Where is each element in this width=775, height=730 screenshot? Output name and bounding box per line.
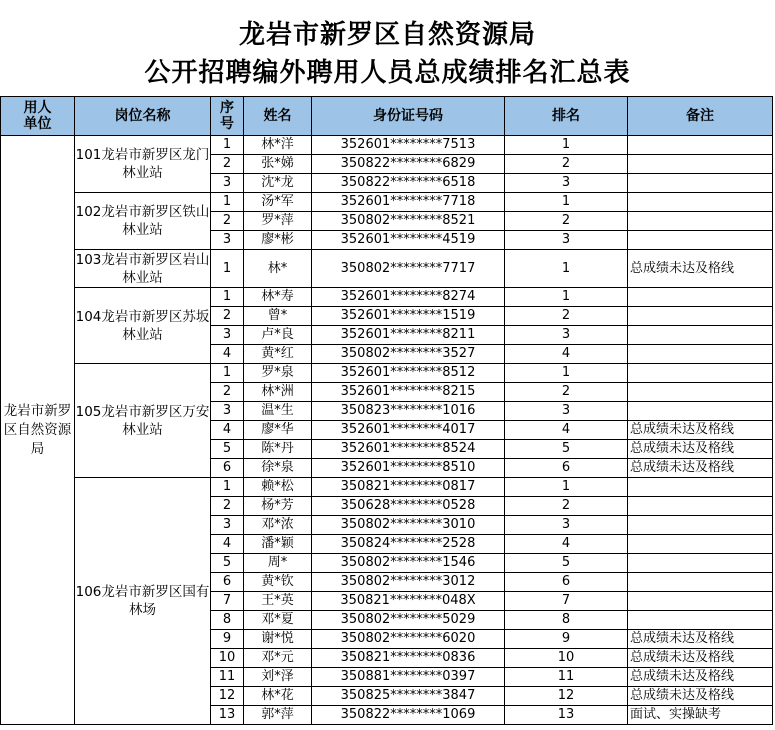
seq-cell: 4 bbox=[211, 535, 244, 554]
rank-cell: 2 bbox=[505, 497, 628, 516]
position-cell: 105龙岩市新罗区万安林业站 bbox=[75, 364, 211, 478]
id-cell: 352601********8512 bbox=[312, 364, 505, 383]
seq-cell: 2 bbox=[211, 307, 244, 326]
position-cell: 103龙岩市新罗区岩山林业站 bbox=[75, 251, 210, 286]
seq-cell: 4 bbox=[211, 345, 244, 364]
header-id: 身份证号码 bbox=[312, 97, 505, 136]
rank-cell: 2 bbox=[505, 155, 628, 174]
seq-cell: 7 bbox=[211, 592, 244, 611]
name-cell: 张*娣 bbox=[244, 155, 312, 174]
note-cell bbox=[628, 136, 773, 155]
name-cell: 沈*龙 bbox=[244, 174, 312, 193]
id-cell: 350802********6020 bbox=[312, 630, 505, 649]
seq-cell: 12 bbox=[211, 687, 244, 706]
name-cell: 郭*萍 bbox=[244, 706, 312, 725]
name-cell: 林* bbox=[244, 250, 312, 288]
note-cell bbox=[628, 155, 773, 174]
note-cell: 面试、实操缺考 bbox=[628, 706, 773, 725]
id-cell: 350822********1069 bbox=[312, 706, 505, 725]
header-rank: 排名 bbox=[505, 97, 628, 136]
table-row bbox=[1, 193, 773, 212]
name-cell: 黄*红 bbox=[244, 345, 312, 364]
table-row bbox=[1, 250, 773, 288]
rank-cell: 1 bbox=[505, 478, 628, 497]
id-cell: 352601********1519 bbox=[312, 307, 505, 326]
seq-cell: 9 bbox=[211, 630, 244, 649]
position-cell: 102龙岩市新罗区铁山林业站 bbox=[75, 193, 211, 250]
id-cell: 350881********0397 bbox=[312, 668, 505, 687]
name-cell: 邓*浓 bbox=[244, 516, 312, 535]
note-cell bbox=[628, 231, 773, 250]
name-cell: 汤*军 bbox=[244, 193, 312, 212]
table-row bbox=[1, 478, 773, 497]
note-cell bbox=[628, 326, 773, 345]
name-cell: 邓*元 bbox=[244, 649, 312, 668]
seq-cell: 1 bbox=[211, 193, 244, 212]
name-cell: 陈*丹 bbox=[244, 440, 312, 459]
note-cell: 总成绩未达及格线 bbox=[628, 649, 773, 668]
seq-cell: 10 bbox=[211, 649, 244, 668]
id-cell: 350802********5029 bbox=[312, 611, 505, 630]
employer-cell: 龙岩市新罗区自然资源局 bbox=[1, 136, 75, 725]
id-cell: 350802********1546 bbox=[312, 554, 505, 573]
rank-cell: 4 bbox=[505, 535, 628, 554]
name-cell: 林*花 bbox=[244, 687, 312, 706]
id-cell: 350821********0817 bbox=[312, 478, 505, 497]
name-cell: 罗*萍 bbox=[244, 212, 312, 231]
rank-cell: 3 bbox=[505, 231, 628, 250]
id-cell: 352601********7513 bbox=[312, 136, 505, 155]
note-cell: 总成绩未达及格线 bbox=[628, 687, 773, 706]
note-cell bbox=[628, 573, 773, 592]
rank-cell: 8 bbox=[505, 611, 628, 630]
rank-cell: 5 bbox=[505, 554, 628, 573]
rank-cell: 6 bbox=[505, 459, 628, 478]
note-cell bbox=[628, 193, 773, 212]
rank-cell: 3 bbox=[505, 402, 628, 421]
rank-cell: 3 bbox=[505, 326, 628, 345]
rank-cell: 6 bbox=[505, 573, 628, 592]
rank-cell: 4 bbox=[505, 345, 628, 364]
note-cell bbox=[628, 364, 773, 383]
id-cell: 350822********6518 bbox=[312, 174, 505, 193]
seq-cell: 8 bbox=[211, 611, 244, 630]
name-cell: 林*洲 bbox=[244, 383, 312, 402]
position-cell: 101龙岩市新罗区龙门林业站 bbox=[75, 136, 211, 193]
seq-cell: 11 bbox=[211, 668, 244, 687]
seq-cell: 5 bbox=[211, 554, 244, 573]
name-cell: 温*生 bbox=[244, 402, 312, 421]
rank-cell: 4 bbox=[505, 421, 628, 440]
note-cell: 总成绩未达及格线 bbox=[628, 630, 773, 649]
seq-cell: 2 bbox=[211, 383, 244, 402]
seq-cell: 3 bbox=[211, 326, 244, 345]
rank-cell: 3 bbox=[505, 516, 628, 535]
rank-cell: 1 bbox=[505, 193, 628, 212]
header-note: 备注 bbox=[628, 97, 773, 136]
seq-cell: 6 bbox=[211, 573, 244, 592]
seq-cell: 3 bbox=[211, 174, 244, 193]
note-cell bbox=[628, 497, 773, 516]
seq-cell: 3 bbox=[211, 231, 244, 250]
note-cell bbox=[628, 554, 773, 573]
position-cell: 106龙岩市新罗区国有林场 bbox=[75, 478, 211, 725]
name-cell: 潘*颖 bbox=[244, 535, 312, 554]
header-position: 岗位名称 bbox=[75, 97, 211, 136]
rank-cell: 13 bbox=[505, 706, 628, 725]
name-cell: 林*寿 bbox=[244, 288, 312, 307]
rank-cell: 5 bbox=[505, 440, 628, 459]
note-cell: 总成绩未达及格线 bbox=[628, 421, 773, 440]
rank-cell: 9 bbox=[505, 630, 628, 649]
position-cell: 104龙岩市新罗区苏坂林业站 bbox=[75, 288, 211, 364]
name-cell: 王*英 bbox=[244, 592, 312, 611]
header-seq: 序 号 bbox=[211, 97, 244, 136]
name-cell: 刘*泽 bbox=[244, 668, 312, 687]
name-cell: 黄*钦 bbox=[244, 573, 312, 592]
title-line-1: 龙岩市新罗区自然资源局 bbox=[238, 20, 536, 50]
note-cell bbox=[628, 592, 773, 611]
note-cell: 总成绩未达及格线 bbox=[628, 459, 773, 478]
rank-cell: 1 bbox=[505, 364, 628, 383]
id-cell: 352601********8274 bbox=[312, 288, 505, 307]
seq-cell: 2 bbox=[211, 497, 244, 516]
name-cell: 杨*芳 bbox=[244, 497, 312, 516]
name-cell: 邓*夏 bbox=[244, 611, 312, 630]
name-cell: 林*洋 bbox=[244, 136, 312, 155]
id-cell: 352601********8510 bbox=[312, 459, 505, 478]
header-row bbox=[1, 97, 773, 136]
id-cell: 350824********2528 bbox=[312, 535, 505, 554]
rank-cell: 11 bbox=[505, 668, 628, 687]
rank-cell: 2 bbox=[505, 383, 628, 402]
seq-cell: 4 bbox=[211, 421, 244, 440]
seq-cell: 13 bbox=[211, 706, 244, 725]
seq-cell: 1 bbox=[211, 136, 244, 155]
rank-cell: 1 bbox=[505, 136, 628, 155]
name-cell: 卢*良 bbox=[244, 326, 312, 345]
id-cell: 352601********7718 bbox=[312, 193, 505, 212]
id-cell: 350825********3847 bbox=[312, 687, 505, 706]
table-body bbox=[1, 136, 773, 725]
id-cell: 350628********0528 bbox=[312, 497, 505, 516]
rank-cell: 3 bbox=[505, 174, 628, 193]
note-cell bbox=[628, 345, 773, 364]
rank-cell: 7 bbox=[505, 592, 628, 611]
id-cell: 350823********1016 bbox=[312, 402, 505, 421]
title-line-2: 公开招聘编外聘用人员总成绩排名汇总表 bbox=[144, 58, 631, 88]
id-cell: 350821********048X bbox=[312, 592, 505, 611]
seq-cell: 1 bbox=[211, 478, 244, 497]
table-row bbox=[1, 136, 773, 155]
id-cell: 352601********8211 bbox=[312, 326, 505, 345]
note-cell: 总成绩未达及格线 bbox=[628, 250, 773, 288]
id-cell: 350802********3010 bbox=[312, 516, 505, 535]
note-cell: 总成绩未达及格线 bbox=[628, 440, 773, 459]
id-cell: 352601********4017 bbox=[312, 421, 505, 440]
rank-cell: 1 bbox=[505, 250, 628, 288]
table-row bbox=[1, 288, 773, 307]
name-cell: 曾* bbox=[244, 307, 312, 326]
seq-cell: 6 bbox=[211, 459, 244, 478]
name-cell: 廖*华 bbox=[244, 421, 312, 440]
id-cell: 350802********3527 bbox=[312, 345, 505, 364]
id-cell: 352601********4519 bbox=[312, 231, 505, 250]
seq-cell: 1 bbox=[211, 250, 244, 288]
rank-cell: 10 bbox=[505, 649, 628, 668]
name-cell: 廖*彬 bbox=[244, 231, 312, 250]
note-cell bbox=[628, 516, 773, 535]
note-cell bbox=[628, 174, 773, 193]
header-name: 姓名 bbox=[244, 97, 312, 136]
note-cell bbox=[628, 402, 773, 421]
rank-cell: 2 bbox=[505, 307, 628, 326]
name-cell: 赖*松 bbox=[244, 478, 312, 497]
note-cell bbox=[628, 307, 773, 326]
name-cell: 谢*悦 bbox=[244, 630, 312, 649]
id-cell: 350821********0836 bbox=[312, 649, 505, 668]
results-table bbox=[0, 96, 773, 725]
seq-cell: 3 bbox=[211, 402, 244, 421]
id-cell: 350822********6829 bbox=[312, 155, 505, 174]
seq-cell: 2 bbox=[211, 212, 244, 231]
id-cell: 350802********3012 bbox=[312, 573, 505, 592]
id-cell: 352601********8215 bbox=[312, 383, 505, 402]
seq-cell: 1 bbox=[211, 364, 244, 383]
name-cell: 周* bbox=[244, 554, 312, 573]
seq-cell: 1 bbox=[211, 288, 244, 307]
id-cell: 352601********8524 bbox=[312, 440, 505, 459]
name-cell: 罗*泉 bbox=[244, 364, 312, 383]
seq-cell: 3 bbox=[211, 516, 244, 535]
note-cell bbox=[628, 288, 773, 307]
note-cell: 总成绩未达及格线 bbox=[628, 668, 773, 687]
note-cell bbox=[628, 383, 773, 402]
seq-cell: 5 bbox=[211, 440, 244, 459]
header-unit: 用人 单位 bbox=[1, 97, 75, 136]
id-cell: 350802********8521 bbox=[312, 212, 505, 231]
rank-cell: 1 bbox=[505, 288, 628, 307]
rank-cell: 12 bbox=[505, 687, 628, 706]
note-cell bbox=[628, 611, 773, 630]
note-cell bbox=[628, 535, 773, 554]
table-row bbox=[1, 364, 773, 383]
seq-cell: 2 bbox=[211, 155, 244, 174]
note-cell bbox=[628, 478, 773, 497]
note-cell bbox=[628, 212, 773, 231]
name-cell: 徐*泉 bbox=[244, 459, 312, 478]
rank-cell: 2 bbox=[505, 212, 628, 231]
id-cell: 350802********7717 bbox=[312, 250, 505, 288]
